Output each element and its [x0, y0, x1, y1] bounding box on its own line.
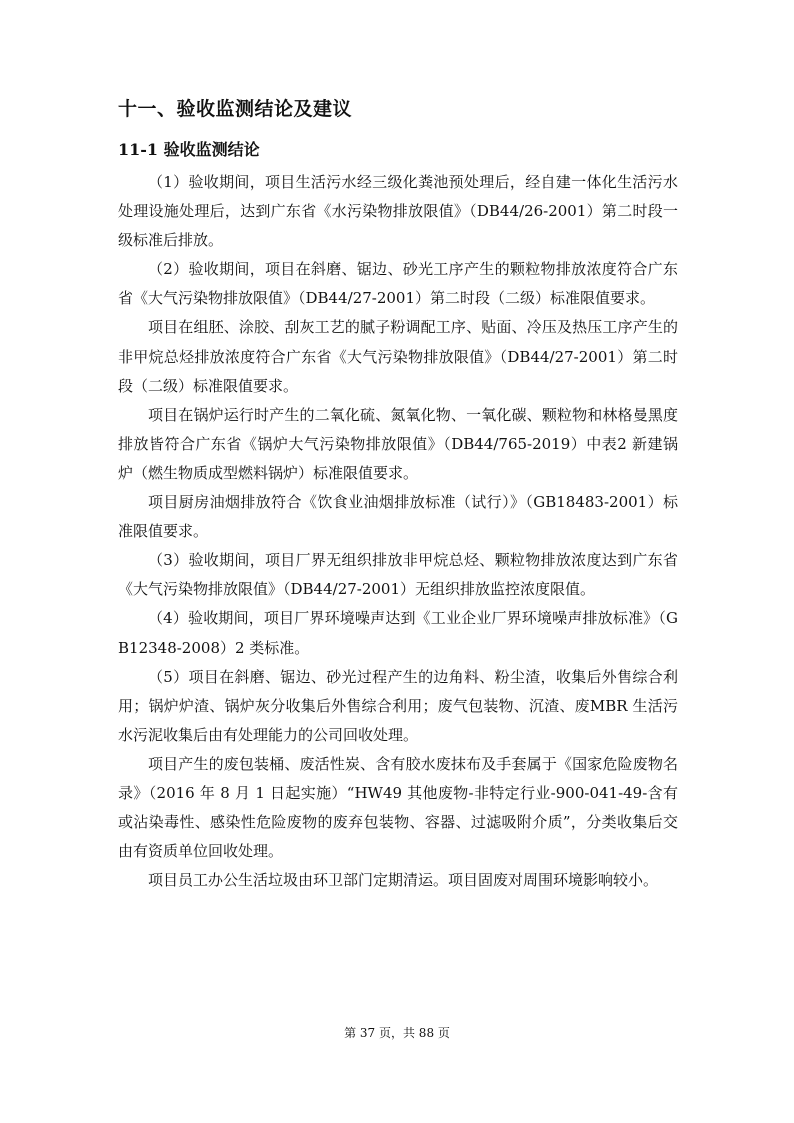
chapter-heading: 十一、验收监测结论及建议 — [118, 98, 353, 120]
paragraph-noise: （4）验收期间，项目厂界环境噪声达到《工业企业厂界环境噪声排放标准》（GB12348-2008）2 类标准。 — [118, 609, 678, 657]
section-heading: 11-1 验收监测结论 — [118, 140, 260, 159]
paragraph-solid-waste: （5）项目在斜磨、锯边、砂光过程产生的边角料、粉尘渣，收集后外售综合利用；锅炉炉渣、锅炉灰分收集后外售综合利用；废气包装物、沉渣、废MBR 生活污水污泥收集后由有处理能力的公司回收处理。 — [118, 667, 678, 744]
paragraph-particulate: （2）验收期间，项目在斜磨、锯边、砂光工序产生的颗粒物排放浓度符合广东省《大气污染物排放限值》（DB44/27-2001）第二时段（二级）标准限值要求。 — [118, 260, 678, 308]
page-number: 第 37 页，共 88 页 — [344, 1026, 450, 1040]
paragraph-nmhc: 项目在组胚、涂胶、刮灰工艺的腻子粉调配工序、贴面、冷压及热压工序产生的非甲烷总烃排放浓度符合广东省《大气污染物排放限值》（DB44/27-2001）第二时段（二级）标准限值要求。 — [118, 318, 678, 395]
paragraph-wastewater: （1）验收期间，项目生活污水经三级化粪池预处理后，经自建一体化生活污水处理设施处理后，达到广东省《水污染物排放限值》（DB44/26-2001）第二时段一级标准后排放。 — [118, 173, 678, 250]
body-text — [118, 168, 678, 895]
paragraph-hazardous-waste: 项目产生的废包装桶、废活性炭、含有胶水废抹布及手套属于《国家危险废物名录》（2016 年 8 月 1 日起实施）“HW49 其他废物-非特定行业-900-041-49-含有或沾染毒性、感染性危险废物的废弃包装物、容器、过滤吸附介质”，分类收集后交由有资质单位回收处理。 — [118, 754, 678, 861]
paragraph-fugitive-emission: （3）验收期间，项目厂界无组织排放非甲烷总烃、颗粒物排放浓度达到广东省《大气污染物排放限值》（DB44/27-2001）无组织排放监控浓度限值。 — [118, 551, 678, 599]
paragraph-domestic-waste: 项目员工办公生活垃圾由环卫部门定期清运。项目固废对周围环境影响较小。 — [148, 871, 659, 890]
paragraph-boiler: 项目在锅炉运行时产生的二氧化硫、氮氧化物、一氧化碳、颗粒物和林格曼黑度排放皆符合广东省《锅炉大气污染物排放限值》（DB44/765-2019）中表2 新建锅炉（燃生物质成型燃料锅炉）标准限值要求。 — [118, 405, 678, 482]
paragraph-kitchen-fume: 项目厨房油烟排放符合《饮食业油烟排放标准（试行）》（GB18483-2001）标准限值要求。 — [118, 493, 678, 541]
